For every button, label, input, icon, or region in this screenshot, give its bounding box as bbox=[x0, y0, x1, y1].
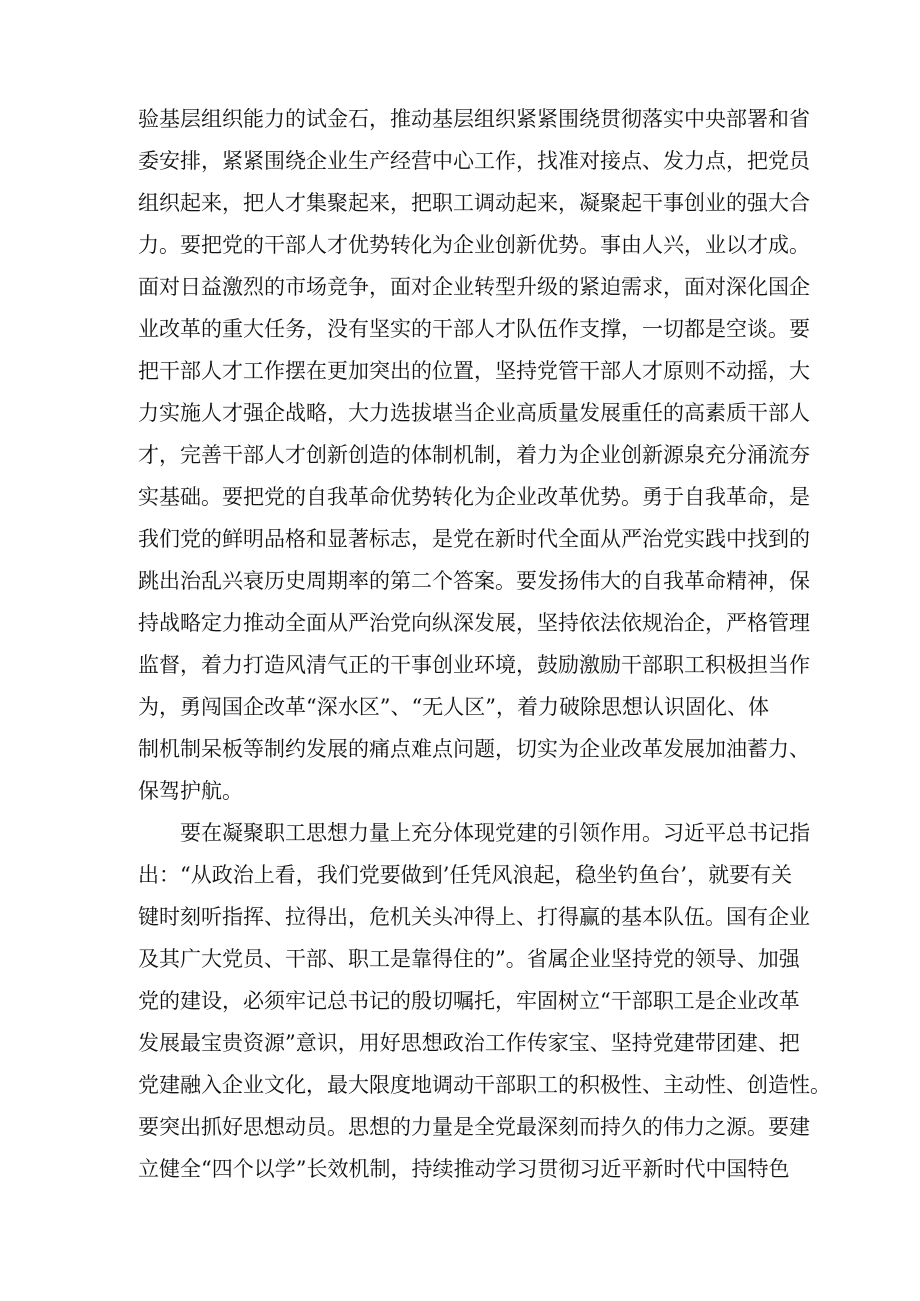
text-line: 党建融入企业文化，最大限度地调动干部职工的积极性、主动性、创造性。 bbox=[138, 1073, 831, 1097]
text-line: 持战略定力推动全面从严治党向纵深发展，坚持依法依规治企，严格管理 bbox=[138, 611, 810, 635]
text-line: 力实施人才强企战略，大力选拔堪当企业高质量发展重任的高素质干部人 bbox=[138, 401, 810, 425]
text-line: 要突出抓好思想动员。思想的力量是全党最深刻而持久的伟力之源。要建 bbox=[138, 1115, 810, 1139]
text-line: 我们党的鲜明品格和显著标志，是党在新时代全面从严治党实践中找到的 bbox=[138, 527, 810, 551]
text-line: 党的建设，必须牢记总书记的殷切嘱托，牢固树立“干部职工是企业改革 bbox=[138, 989, 800, 1013]
text-line: 立健全“四个以学”长效机制，持续推动学习贯彻习近平新时代中国特色 bbox=[138, 1157, 790, 1181]
text-line: 才，完善干部人才创新创造的体制机制，着力为企业创新源泉充分涌流夯 bbox=[138, 443, 810, 467]
text-line: 组织起来，把人才集聚起来，把职工调动起来，凝聚起干事创业的强大合 bbox=[138, 191, 810, 215]
text-line: 面对日益激烈的市场竞争，面对企业转型升级的紧迫需求，面对深化国企 bbox=[138, 275, 810, 299]
text-line: 出：“从政治上看，我们党要做到’任凭风浪起，稳坐钓鱼台’，就要有关 bbox=[138, 863, 793, 887]
text-line: 要在凝聚职工思想力量上充分体现党建的引领作用。习近平总书记指 bbox=[138, 821, 810, 845]
text-line: 力。要把党的干部人才优势转化为企业创新优势。事由人兴，业以才成。 bbox=[138, 233, 810, 257]
text-line: 监督，着力打造风清气正的干事创业环境，鼓励激励干部职工积极担当作 bbox=[138, 653, 810, 677]
text-line: 业改革的重大任务，没有坚实的干部人才队伍作支撑，一切都是空谈。要 bbox=[138, 317, 810, 341]
text-line: 验基层组织能力的试金石，推动基层组织紧紧围绕贯彻落实中央部署和省 bbox=[138, 107, 810, 131]
text-line: 及其广大党员、干部、职工是靠得住的”。省属企业坚持党的领导、加强 bbox=[138, 947, 800, 971]
text-line: 为，勇闯国企改革“深水区”、“无人区”，着力破除思想认识固化、体 bbox=[138, 695, 769, 719]
text-line: 发展最宝贵资源”意识，用好思想政治工作传家宝、坚持党建带团建、把 bbox=[138, 1031, 800, 1055]
text-line: 委安排，紧紧围绕企业生产经营中心工作，找准对接点、发力点，把党员 bbox=[138, 149, 810, 173]
text-line: 保驾护航。 bbox=[138, 779, 243, 803]
text-line: 把干部人才工作摆在更加突出的位置，坚持党管干部人才原则不动摇，大 bbox=[138, 359, 810, 383]
text-line: 制机制呆板等制约发展的痛点难点问题，切实为企业改革发展加油蓄力、 bbox=[138, 737, 810, 761]
text-line: 实基础。要把党的自我革命优势转化为企业改革优势。勇于自我革命，是 bbox=[138, 485, 810, 509]
text-line: 键时刻听指挥、拉得出，危机关头冲得上、打得赢的基本队伍。国有企业 bbox=[138, 905, 810, 929]
body-text bbox=[138, 98, 831, 1190]
text-line: 跳出治乱兴衰历史周期率的第二个答案。要发扬伟大的自我革命精神，保 bbox=[138, 569, 810, 593]
